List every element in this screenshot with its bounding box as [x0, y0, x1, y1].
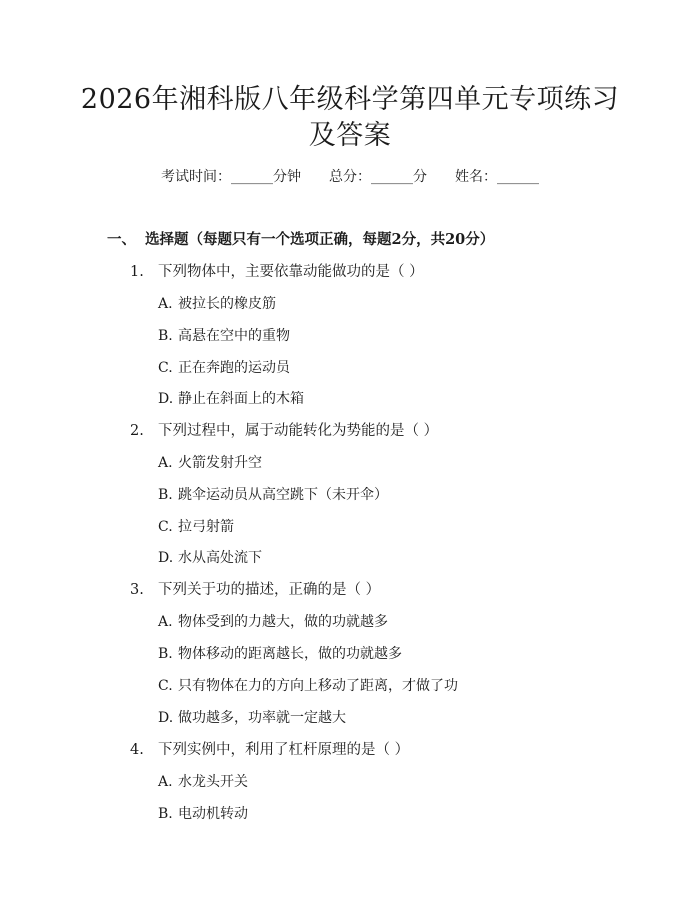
option-1c: [158, 358, 290, 378]
option-letter: B.: [158, 328, 173, 344]
option-3c: [158, 676, 458, 696]
option-letter: B.: [158, 487, 173, 503]
option-text: 高悬在空中的重物: [178, 328, 290, 344]
total-score-label: 总分：______分: [329, 169, 427, 185]
option-letter: A.: [158, 455, 173, 471]
option-letter: C.: [158, 519, 173, 535]
student-name-label: 姓名：______: [455, 169, 539, 185]
question-text: 下列关于功的描述，正确的是（ ）: [158, 582, 381, 598]
option-letter: D.: [158, 710, 174, 726]
option-text: 静止在斜面上的木箱: [178, 391, 304, 407]
document-title-line-1: 2026年湘科版八年级科学第四单元专项练习: [80, 84, 620, 115]
section-number: 一、: [107, 231, 136, 248]
option-letter: C.: [158, 678, 173, 694]
option-text: 物体受到的力越大，做的功就越多: [178, 614, 388, 630]
document-title-line-2: 及答案: [308, 120, 392, 151]
question-number: 4.: [130, 742, 144, 758]
question-number: 3.: [130, 582, 144, 598]
question-1: [130, 262, 424, 282]
option-3a: [158, 612, 388, 632]
section-title: 选择题（每题只有一个选项正确，每题2分，共20分）: [145, 231, 495, 248]
option-1b: [158, 326, 290, 346]
exam-info-line: [0, 167, 700, 187]
option-text: 做功越多，功率就一定越大: [178, 710, 346, 726]
option-2d: [158, 548, 262, 568]
option-letter: A.: [158, 774, 173, 790]
option-text: 只有物体在力的方向上移动了距离，才做了功: [178, 678, 458, 694]
option-letter: C.: [158, 360, 173, 376]
option-letter: B.: [158, 646, 173, 662]
option-text: 水从高处流下: [178, 550, 262, 566]
option-1d: [158, 389, 304, 409]
option-text: 拉弓射箭: [178, 519, 234, 535]
option-text: 被拉长的橡皮筋: [178, 296, 276, 312]
question-3: [130, 580, 380, 600]
option-letter: D.: [158, 391, 174, 407]
option-3b: [158, 644, 402, 664]
question-4: [130, 740, 409, 760]
option-4b: [158, 804, 248, 824]
option-text: 跳伞运动员从高空跳下（未开伞）: [178, 487, 388, 503]
option-2a: [158, 453, 262, 473]
option-text: 正在奔跑的运动员: [178, 360, 290, 376]
question-2: [130, 421, 438, 441]
option-text: 物体移动的距离越长，做的功就越多: [178, 646, 402, 662]
question-text: 下列过程中，属于动能转化为势能的是（ ）: [158, 423, 439, 439]
exam-time-label: 考试时间：______分钟: [161, 169, 301, 185]
option-letter: A.: [158, 296, 173, 312]
option-letter: A.: [158, 614, 173, 630]
question-text: 下列物体中，主要依靠动能做功的是（ ）: [158, 264, 424, 280]
question-number: 1.: [130, 264, 144, 280]
option-2c: [158, 517, 234, 537]
option-letter: B.: [158, 806, 173, 822]
option-text: 水龙头开关: [178, 774, 248, 790]
option-2b: [158, 485, 388, 505]
option-4a: [158, 772, 248, 792]
question-number: 2.: [130, 423, 144, 439]
question-text: 下列实例中，利用了杠杆原理的是（ ）: [158, 742, 410, 758]
option-text: 电动机转动: [178, 806, 248, 822]
option-1a: [158, 294, 276, 314]
option-text: 火箭发射升空: [178, 455, 262, 471]
option-letter: D.: [158, 550, 174, 566]
option-3d: [158, 708, 346, 728]
section-heading: [107, 230, 494, 250]
